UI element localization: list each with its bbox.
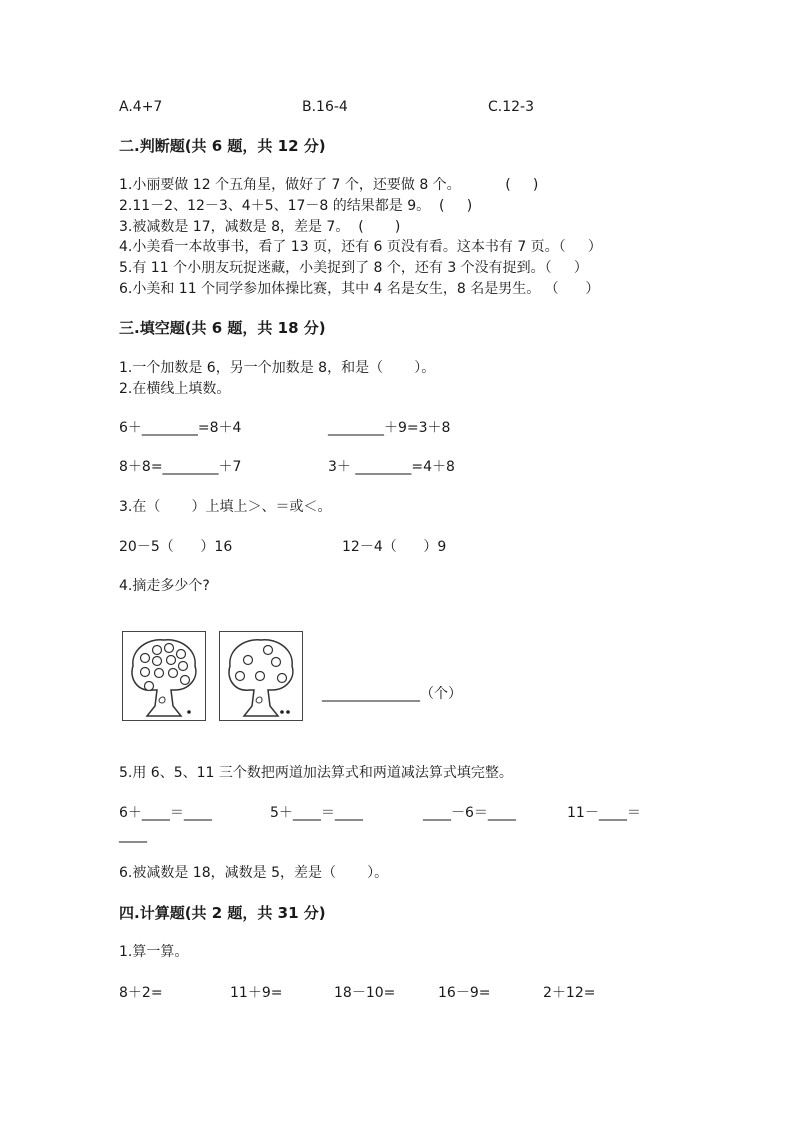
fill-q2-row2-right: 3＋ ________=4＋8: [328, 459, 455, 475]
calc-item-5: 2＋12=: [543, 985, 596, 1001]
apple-tree-after-image: [219, 631, 303, 721]
choice-c[interactable]: C.12-3: [488, 99, 534, 115]
fill-q2-row2-left: 8＋8=________＋7: [119, 459, 242, 475]
fill-q2-row1-right: ________＋9=3＋8: [328, 420, 451, 436]
section3-title: 三.填空题(共 6 题，共 18 分): [119, 319, 326, 337]
fill-q5-eq-d: 11－____＝: [567, 805, 641, 821]
fill-q3-compare-a: 20－5（ ）16: [119, 539, 233, 555]
fill-q2-row1-left: 6＋________=8＋4: [119, 420, 242, 436]
choice-b[interactable]: B.16-4: [302, 99, 348, 115]
calc-item-3: 18－10=: [334, 985, 396, 1001]
fill-q5-eq-d-blank: ____: [119, 827, 147, 843]
fill-q5-eq-c: ____－6＝____: [423, 805, 516, 821]
fill-q5: 5.用 6、5、11 三个数把两道加法算式和两道减法算式填完整。: [119, 765, 513, 781]
apple-tree-before-image: [122, 631, 206, 721]
calc-item-1: 8＋2=: [119, 985, 163, 1001]
fill-q3-compare-b: 12－4（ ）9: [342, 539, 447, 555]
choice-a[interactable]: A.4+7: [119, 99, 163, 115]
judge-item-6: 6.小美和 11 个同学参加体操比赛，其中 4 名是女生，8 名是男生。 （ ）: [119, 281, 600, 297]
calc-q1: 1.算一算。: [119, 944, 189, 960]
fill-q4: 4.摘走多少个?: [119, 578, 210, 594]
fill-q1: 1.一个加数是 6，另一个加数是 8，和是（ ）。: [119, 360, 436, 376]
judge-item-2: 2.11－2、12－3、4＋5、17－8 的结果都是 9。 ( ): [119, 198, 473, 214]
fill-q5-eq-a: 6＋____＝____: [119, 805, 212, 821]
fill-q2: 2.在横线上填数。: [119, 381, 231, 397]
judge-item-3: 3.被减数是 17，减数是 8，差是 7。 ( ): [119, 219, 401, 235]
fill-q4-answer: ______________（个）: [322, 686, 462, 702]
calc-item-2: 11＋9=: [230, 985, 283, 1001]
section2-title: 二.判断题(共 6 题，共 12 分): [119, 137, 326, 155]
calc-item-4: 16－9=: [438, 985, 491, 1001]
fill-q6: 6.被减数是 18，减数是 5，差是（ ）。: [119, 865, 389, 881]
fill-q3: 3.在（ ）上填上＞、＝或＜。: [119, 499, 332, 515]
fill-q5-eq-b: 5＋____＝____: [270, 805, 363, 821]
judge-item-5: 5.有 11 个小朋友玩捉迷藏，小美捉到了 8 个，还有 3 个没有捉到。（ ）: [119, 260, 588, 276]
section4-title: 四.计算题(共 2 题，共 31 分): [119, 904, 326, 922]
judge-item-1: 1.小丽要做 12 个五角星，做好了 7 个，还要做 8 个。 ( ): [119, 177, 539, 193]
judge-item-4: 4.小美看一本故事书，看了 13 页，还有 6 页没有看。这本书有 7 页。（ ）: [119, 239, 602, 255]
